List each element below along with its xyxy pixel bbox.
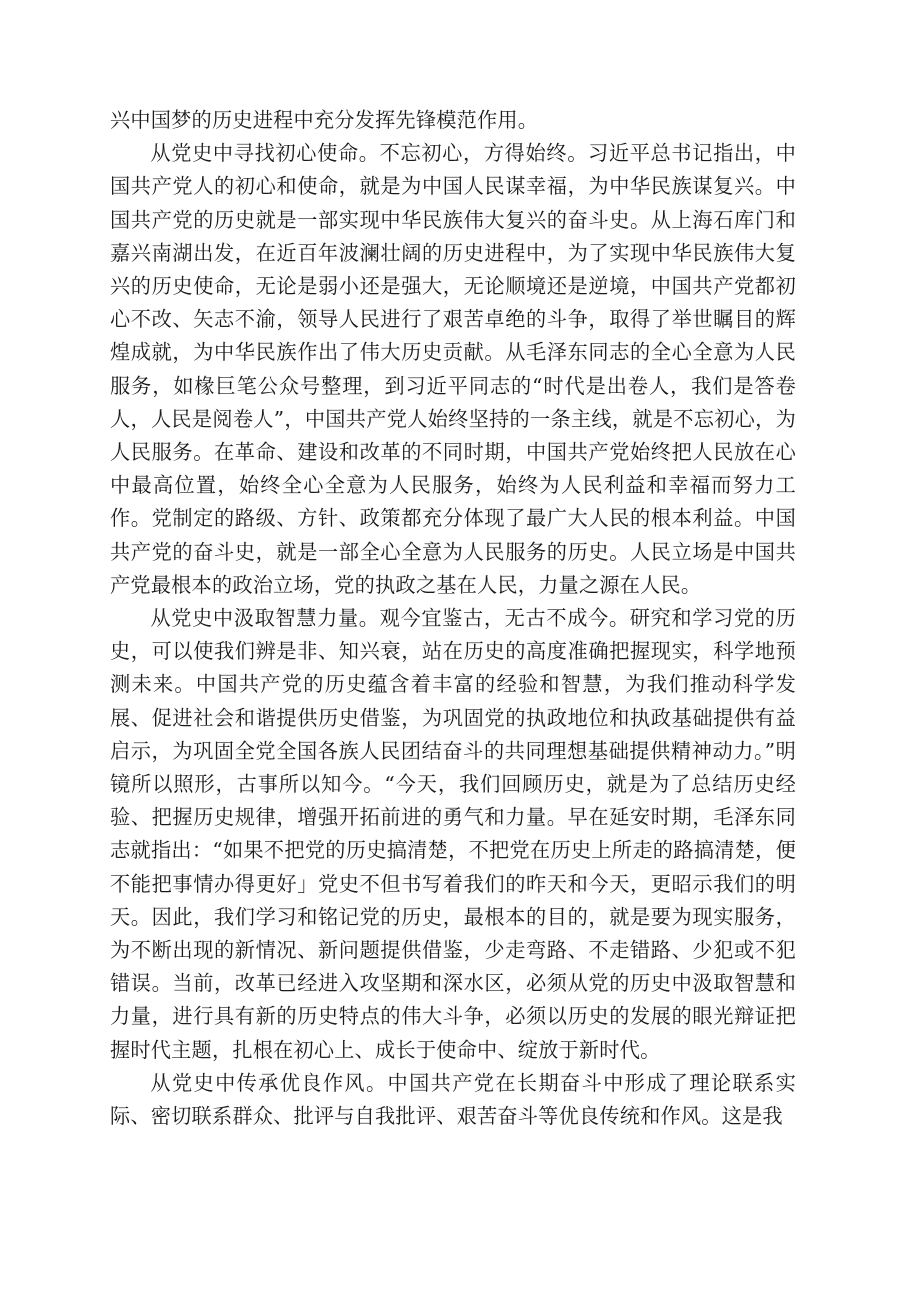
paragraph-wisdom-strength: 从党史中汲取智慧力量。观今宜鉴古，无古不成今。研究和学习党的历史，可以使我们辨是非、知兴衰，站在历史的高度准确把握现实，科学地预测未来。中国共产党的历史蕴含着丰富的经验和智慧，为我们推动科学发展、促进社会和谐提供历史借鉴，为巩固党的执政地位和执政基础提供有益启示，为巩固全党全国各族人民团结奋斗的共同理想基础提供精神动力。”明镜所以照形，古事所以知今。“今天，我们回顾历史，就是为了总结历史经验、把握历史规律，增强开拓前进的勇气和力量。早在延安时期，毛泽东同志就指出：“如果不把党的历史搞清楚，不把党在历史上所走的路搞清楚，便不能把事情办得更好」党史不但书写着我们的昨天和今天，更昭示我们的明天。因此，我们学习和铭记党的历史，最根本的目的，就是要为现实服务，为不断出现的新情况、新问题提供借鉴，少走弯路、不走错路、少犯或不犯错误。当前，改革已经进入攻坚期和深水区，必须从党的历史中汲取智慧和力量，进行具有新的历史特点的伟大斗争，必须以历史的发展的眼光辩证把握时代主题，扎根在初心上、成长于使命中、绽放于新时代。 bbox=[110, 606, 796, 1062]
paragraph-original-mission: 从党史中寻找初心使命。不忘初心，方得始终。习近平总书记指出，中国共产党人的初心和使命，就是为中国人民谋幸福，为中华民族谋复兴。中国共产党的历史就是一部实现中华民族伟大复兴的奋斗史。从上海石库门和嘉兴南湖出发，在近百年波澜壮阔的历史进程中，为了实现中华民族伟大复兴的历史使命，无论是弱小还是强大，无论顺境还是逆境，中国共产党都初心不改、矢志不渝，领导人民进行了艰苦卓绝的斗争，取得了举世瞩目的辉煌成就，为中华民族作出了伟大历史贡献。从毛泽东同志的全心全意为人民服务，如椽巨笔公众号整理，到习近平同志的“时代是出卷人，我们是答卷人，人民是阅卷人”，中国共产党人始终坚持的一条主线，就是不忘初心，为人民服务。在革命、建设和改革的不同时期，中国共产党始终把人民放在心中最高位置，始终全心全意为人民服务，始终为人民利益和幸福而努力工作。党制定的路级、方针、政策都充分体现了最广大人民的根本利益。中国共产党的奋斗史，就是一部全心全意为人民服务的历史。人民立场是中国共产党最根本的政治立场，党的执政之基在人民，力量之源在人民。 bbox=[110, 141, 796, 597]
paragraph-fine-style: 从党史中传承优良作风。中国共产党在长期奋斗中形成了理论联系实际、密切联系群众、批评与自我批评、艰苦奋斗等优良传统和作风。这是我 bbox=[110, 1070, 796, 1129]
paragraph-continuation: 兴中国梦的历史进程中充分发挥先锋模范作用。 bbox=[110, 108, 539, 132]
body-text bbox=[110, 104, 796, 1133]
